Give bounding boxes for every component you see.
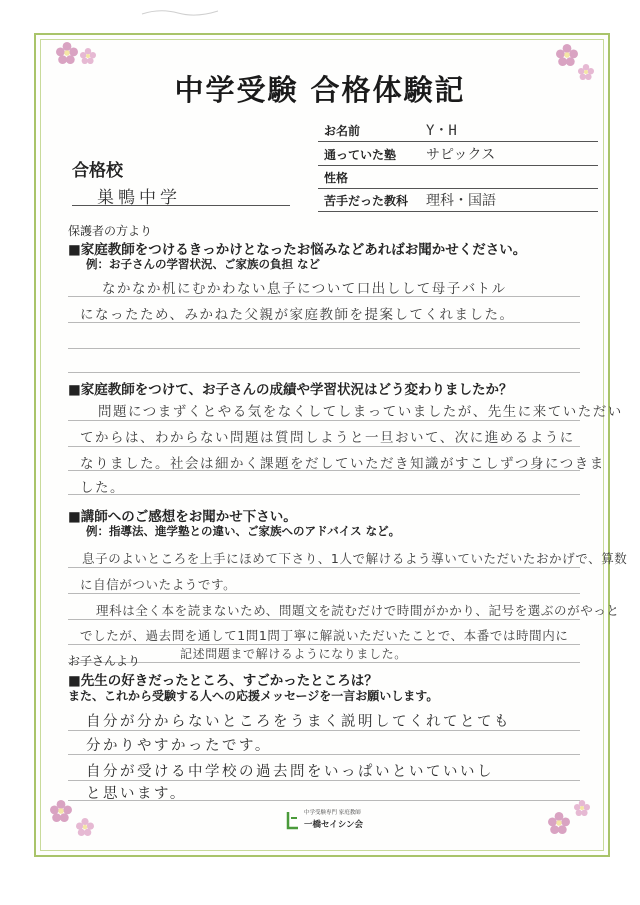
answer-4-line-4: と思います。	[86, 786, 187, 802]
answer-line	[68, 420, 580, 421]
company-logo	[286, 806, 376, 836]
logo-name: 一橋セイシン会	[304, 820, 364, 830]
personality-label: 性格	[324, 171, 349, 185]
guardian-label: 保護者の方より	[68, 224, 153, 238]
question-4-sub: また、これから受験する人への応援メッセージを一言お願いします。	[68, 689, 439, 703]
answer-line	[68, 593, 580, 594]
answer-4-line-3: 自分が受ける中学校の過去問をいっぱいといていいし	[86, 764, 494, 780]
school-label: 合格校	[72, 161, 123, 181]
flower-icon	[574, 800, 590, 816]
answer-1-line-2: になったため、みかねた父親が家庭教師を提案してくれました。	[80, 307, 515, 323]
answer-line	[68, 567, 580, 568]
juku-label: 通っていた塾	[324, 148, 397, 162]
answer-4-line-1: 自分が分からないところをうまく説明してくれてとても	[86, 714, 511, 730]
info-row-juku	[318, 144, 598, 166]
question-1-example: 例：お子さんの学習状況、ご家族の負担 など	[86, 257, 321, 271]
question-3: ■講師へのご感想をお聞かせ下さい。	[68, 509, 297, 525]
answer-line	[68, 662, 580, 663]
answer-2-line-3: なりました。社会は細かく課題をだしていただき知識がすこしずつ身につきま	[80, 456, 605, 472]
answer-1-line-1: なかなか机にむかわない息子について口出しして母子バトル	[102, 281, 507, 297]
answer-line	[68, 348, 580, 349]
question-3-example: 例：指導法、進学塾との違い、ご家族へのアドバイス など。	[86, 524, 401, 538]
school-underline	[72, 205, 290, 206]
logo-mark-icon	[286, 810, 300, 830]
flower-icon	[50, 800, 72, 822]
name-label: お名前	[324, 124, 361, 138]
answer-2-line-1: 問題につまずくとやる気をなくしてしまっていましたが、先生に来ていただい	[98, 404, 623, 420]
answer-4-line-2: 分かりやすかったです。	[86, 738, 272, 754]
page-title: 中学受験 合格体験記	[174, 73, 466, 107]
info-row-name	[318, 120, 598, 142]
answer-3-line-1: 息子のよいところを上手にほめて下さり、1人で解けるよう導いていただいたおかげで、算数	[82, 551, 628, 566]
answer-3-line-2: に自信がついたようです。	[80, 577, 237, 592]
weak-subject-label: 苦手だった教科	[324, 194, 409, 208]
school-value: 巣鴨中学	[97, 188, 181, 208]
answer-2-line-4: した。	[80, 480, 125, 496]
question-4: ■先生の好きだったところ、すごかったところは？	[68, 673, 378, 689]
flower-icon	[548, 812, 570, 834]
logo-subtitle: 中学受験専門 家庭教師	[304, 810, 361, 816]
question-1: ■家庭教師をつけるきっかけとなったお悩みなどあればお聞かせください。	[68, 242, 527, 258]
flower-icon	[556, 44, 578, 66]
child-label: お子さんより	[68, 654, 141, 668]
answer-3-line-4: でしたが、過去問を通して1問1問丁寧に解説いただいたことで、本番では時間内に	[80, 628, 569, 643]
name-value: Y・H	[426, 123, 457, 139]
answer-line	[68, 372, 580, 373]
answer-2-line-2: てからは、わからない問題は質問しようと一旦おいて、次に進めるように	[80, 430, 575, 446]
flower-icon	[76, 818, 94, 836]
question-2: ■家庭教師をつけて、お子さんの成績や学習状況はどう変わりましたか？	[68, 382, 513, 398]
flower-icon	[56, 42, 78, 64]
answer-line	[68, 619, 580, 620]
weak-subject-value: 理科・国語	[426, 193, 496, 209]
juku-value: サピックス	[426, 147, 496, 163]
answer-line	[68, 446, 580, 447]
flower-icon	[80, 48, 96, 64]
answer-line	[68, 494, 580, 495]
answer-3-line-5: 記述問題まで解けるようになりました。	[180, 647, 407, 661]
info-row-personality	[318, 167, 598, 189]
pencil-scribble	[140, 6, 220, 20]
info-row-weak-subject	[318, 190, 598, 212]
answer-3-line-3: 理科は全く本を読まないため、問題文を読むだけで時間がかかり、記号を選ぶのがやっと	[96, 603, 620, 618]
